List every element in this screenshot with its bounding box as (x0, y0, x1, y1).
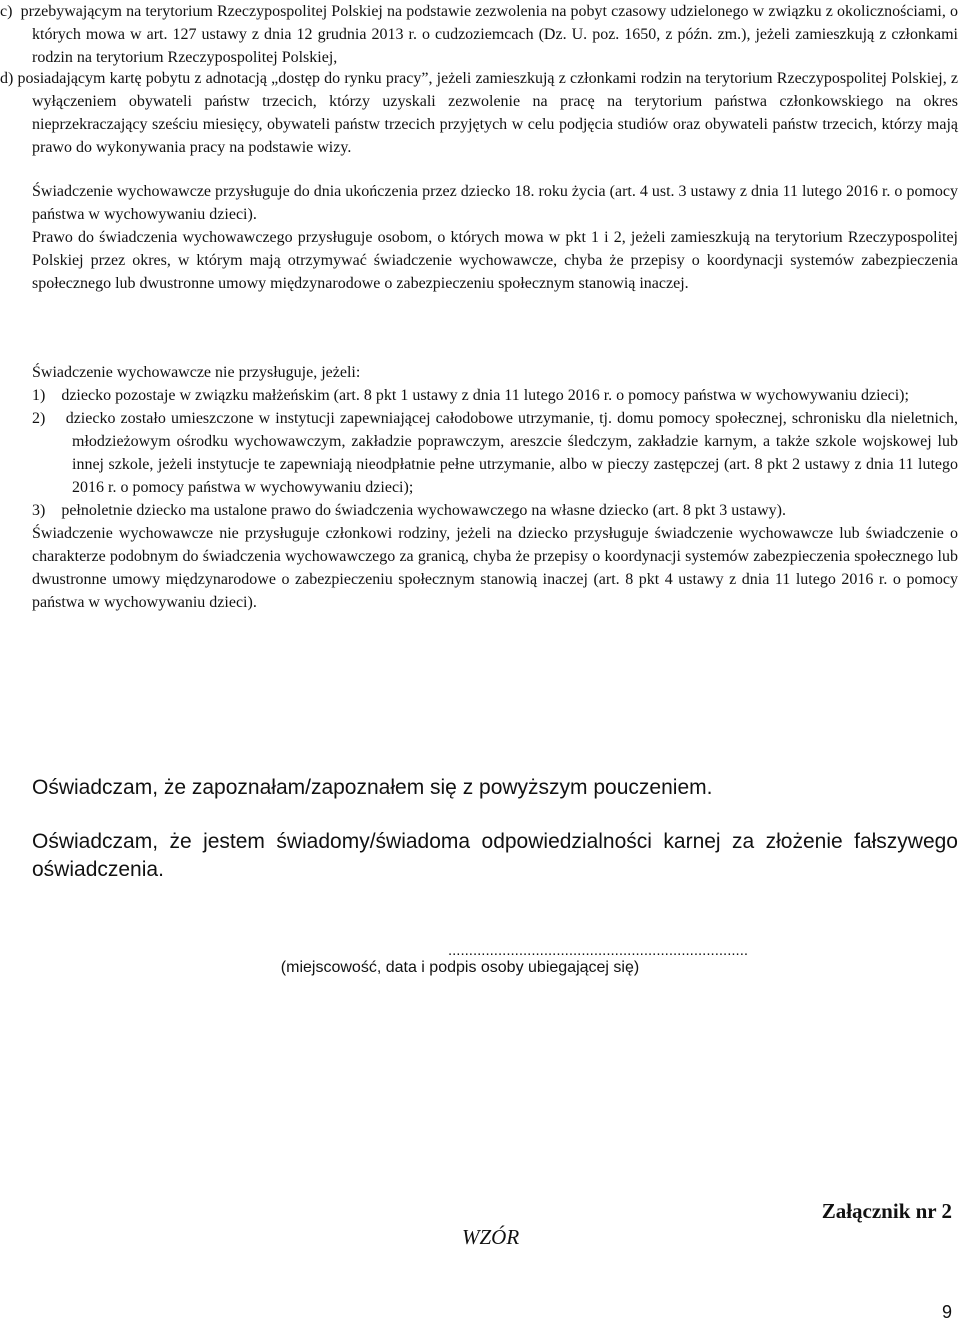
signature-line: ........................................................................ (447, 942, 749, 959)
list-item-d (0, 67, 958, 159)
point-d-text: d) posiadającym kartę pobytu z adnotacją „dostęp do rynku pracy”, jeżeli zamieszkują z członkami rodzin na terytorium Rzeczypospolitej Polskiej, z wyłączeniem obywateli państw trzecich, którzy uzyskali zezwolenie na pracę na terytorium państwa członkowskiego na okres nieprzekraczający sześciu miesięcy, obywateli państw trzecich przyjętych w celu podjęcia studiów oraz obywateli państw trzecich, którzy mają prawo do wykonywania pracy na podstawie wizy. (0, 70, 958, 156)
declaration-1-text: Oświadczam, że zapoznałam/zapoznałem się z powyższym pouczeniem. (32, 776, 713, 799)
declaration-2-text: Oświadczam, że jestem świadomy/świadoma odpowiedzialności karnej za złożenie fałszywego oświadczenia. (32, 830, 958, 881)
right-to-benefit-text: Prawo do świadczenia wychowawczego przysługuje osobom, o których mowa w pkt 1 i 2, jeżeli zamieszkują na terytorium Rzeczypospolitej Polskiej przez okres, w którym mają otrzymywać świadczenie wychowawcze, chyba że przepisy o koordynacji systemów zabezpieczenia społecznego lub dwustronne umowy międzynarodowe o zabezpieczeniu społecznym stanowią inaczej. (32, 229, 958, 292)
point-c-text: c) przebywającym na terytorium Rzeczypospolitej Polskiej na podstawie zezwolenia na pobyt czasowy udzielonego w związku z okolicznościami, o których mowa w art. 127 ustawy z dnia 12 grudnia 2013 r. o cudzoziemcach (Dz. U. poz. 1650, z późn. zm.), jeżeli zamieszkują z członkami rodzin na terytorium Rzeczypospolitej Polskiej, (0, 3, 958, 66)
declaration-1 (32, 774, 958, 802)
declaration-2 (32, 828, 958, 884)
annex-title: Załącznik nr 2 (821, 1199, 952, 1223)
page-number: 9 (941, 1302, 952, 1322)
list-item-c (0, 0, 958, 69)
not-entitled-item-3: 3) pełnoletnie dziecko ma ustalone prawo do świadczenia wychowawczego na własne dziecko (art. 8 pkt 3 ustawy). (32, 502, 786, 519)
not-entitled-intro: Świadczenie wychowawcze nie przysługuje, jeżeli: (32, 364, 361, 381)
template-label: WZÓR (462, 1225, 520, 1249)
not-entitled-section (32, 361, 958, 614)
age-limit-text: Świadczenie wychowawcze przysługuje do dnia ukończenia przez dziecko 18. roku życia (art. 4 ust. 3 ustawy z dnia 11 lutego 2016 r. o pomocy państwa w wychowywaniu dzieci). (32, 183, 958, 223)
age-limit-paragraph (32, 180, 958, 226)
right-to-benefit-paragraph (32, 226, 958, 295)
not-entitled-item-1: 1) dziecko pozostaje w związku małżeńskim (art. 8 pkt 1 ustawy z dnia 11 lutego 2016 r. o pomocy państwa w wychowywaniu dzieci); (32, 387, 909, 404)
family-member-text: Świadczenie wychowawcze nie przysługuje członkowi rodziny, jeżeli na dziecko przysługuje świadczenie wychowawcze lub świadczenie o charakterze podobnym do świadczenia wychowawczego za granicą, chyba że przepisy o koordynacji systemów zabezpieczenia społecznego lub dwustronne umowy międzynarodowe o zabezpieczeniu społecznym stanowią inaczej (art. 8 pkt 4 ustawy z dnia 11 lutego 2016 r. o pomocy państwa w wychowywaniu dzieci). (32, 525, 958, 611)
not-entitled-item-2: 2) dziecko zostało umieszczone w instytucji zapewniającej całodobowe utrzymanie, tj. domu pomocy społecznej, schronisku dla nieletnich, młodzieżowym ośrodku wychowawczym, zakładzie poprawczym, areszcie śledczym, zakładzie karnym, a także szkole wojskowej lub innej szkole, jeżeli instytucje te zapewniają nieodpłatnie pełne utrzymanie, albo w pieczy zastępczej (art. 8 pkt 2 ustawy z dnia 11 lutego 2016 r. o pomocy państwa w wychowywaniu dzieci); (32, 410, 958, 496)
signature-label: (miejscowość, data i podpis osoby ubiegającej się) (280, 959, 640, 976)
